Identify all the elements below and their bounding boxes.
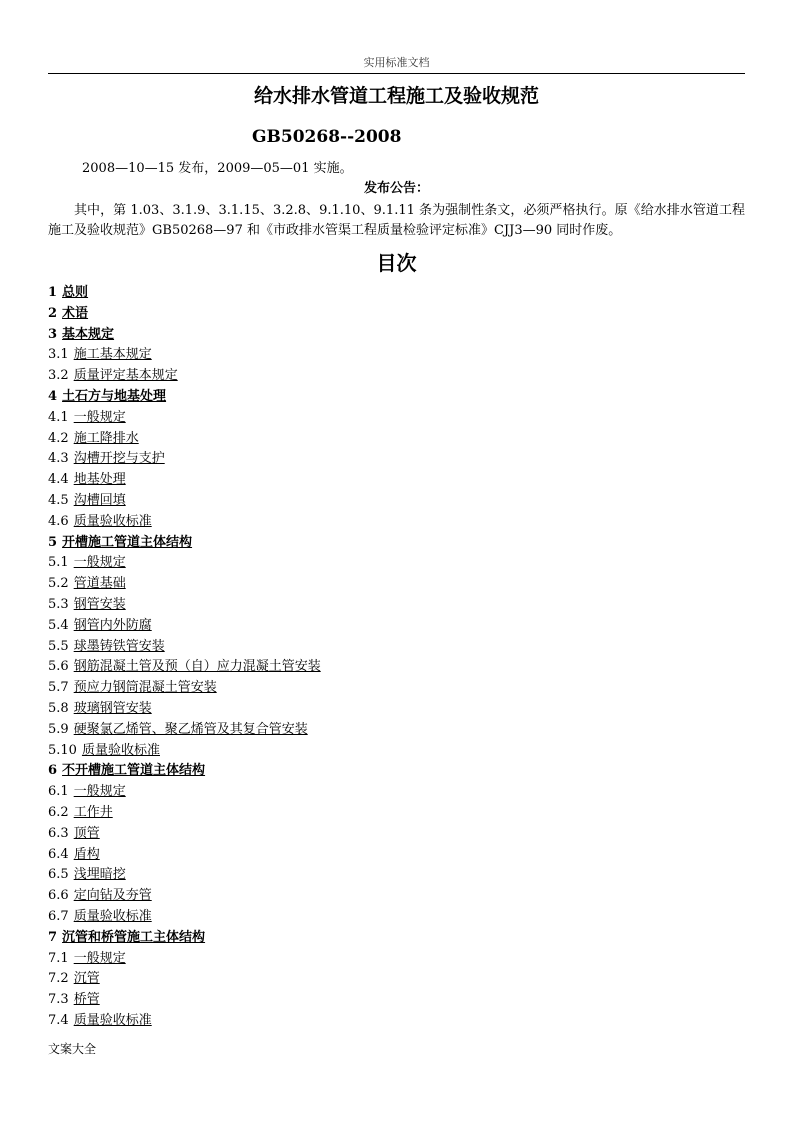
toc-label: 地基处理 (73, 472, 126, 488)
toc-link[interactable] (48, 701, 152, 716)
toc-label: 沉管和桥管施工主体结构 (62, 929, 206, 945)
toc-label: 盾构 (73, 846, 100, 862)
toc-number: 6.5 (48, 867, 69, 883)
toc-link[interactable] (48, 285, 88, 300)
toc-label: 质量评定基本规定 (73, 368, 178, 384)
toc-link[interactable] (48, 971, 100, 986)
toc-label: 沉管 (73, 971, 100, 987)
toc-section-item (48, 678, 321, 699)
toc-number: 2 (48, 305, 58, 321)
toc-link[interactable] (48, 389, 166, 404)
toc-link[interactable] (48, 680, 217, 695)
toc-link[interactable] (48, 805, 113, 820)
toc-link[interactable] (48, 951, 126, 966)
toc-link[interactable] (48, 930, 205, 945)
toc-number: 5 (48, 534, 58, 550)
toc-label: 土石方与地基处理 (62, 388, 167, 404)
toc-link[interactable] (48, 659, 321, 674)
toc-number: 4.6 (48, 513, 69, 529)
toc-label: 术语 (62, 305, 89, 321)
toc-number: 6.2 (48, 804, 69, 820)
toc-link[interactable] (48, 992, 100, 1007)
toc-label: 施工基本规定 (73, 347, 152, 363)
toc-section-item (48, 824, 321, 845)
toc-label: 硬聚氯乙烯管、聚乙烯管及其复合管安装 (73, 721, 308, 737)
toc-chapter-item (48, 325, 321, 346)
toc-label: 预应力钢筒混凝土管安装 (73, 680, 217, 696)
toc-section-item (48, 969, 321, 990)
toc-number: 3 (48, 326, 58, 342)
toc-section-item (48, 553, 321, 574)
standard-code: GB50268--2008 (252, 127, 402, 147)
toc-link[interactable] (48, 1013, 152, 1028)
toc-link[interactable] (48, 639, 165, 654)
toc-chapter-item (48, 928, 321, 949)
toc-section-item (48, 637, 321, 658)
toc-label: 质量验收标准 (73, 513, 152, 529)
toc-label: 总则 (62, 285, 89, 300)
toc-label: 一般规定 (73, 950, 126, 966)
toc-number: 4.4 (48, 472, 69, 488)
toc-number: 5.4 (48, 617, 69, 633)
toc-section-item (48, 595, 321, 616)
toc-label: 玻璃钢管安装 (73, 700, 152, 716)
page-footer: 文案大全 (48, 1042, 97, 1056)
toc-label: 不开槽施工管道主体结构 (62, 763, 206, 779)
toc-link[interactable] (48, 347, 152, 362)
table-of-contents (48, 283, 321, 1032)
toc-link[interactable] (48, 576, 126, 591)
toc-number: 6.4 (48, 846, 69, 862)
toc-number: 3.1 (48, 347, 69, 363)
toc-number: 4.5 (48, 492, 69, 508)
toc-label: 施工降排水 (73, 430, 139, 446)
toc-chapter-item (48, 283, 321, 304)
toc-link[interactable] (48, 784, 126, 799)
toc-label: 浅埋暗挖 (73, 867, 126, 883)
toc-chapter-item (48, 304, 321, 325)
toc-section-item (48, 782, 321, 803)
publish-dates: 2008—10—15 发布，2009—05—01 实施。 (82, 161, 353, 176)
toc-label: 工作井 (73, 804, 113, 820)
toc-number: 7.2 (48, 971, 69, 987)
toc-label: 质量验收标准 (73, 908, 152, 924)
toc-section-item (48, 491, 321, 512)
toc-heading: 目次 (376, 251, 417, 275)
toc-number: 4.2 (48, 430, 69, 446)
toc-number: 5.6 (48, 659, 69, 675)
toc-link[interactable] (48, 743, 160, 758)
toc-link[interactable] (48, 555, 126, 570)
toc-link[interactable] (48, 493, 126, 508)
toc-link[interactable] (48, 535, 192, 550)
toc-section-item (48, 657, 321, 678)
toc-link[interactable] (48, 867, 126, 882)
toc-number: 4.3 (48, 451, 69, 467)
toc-link[interactable] (48, 888, 152, 903)
toc-link[interactable] (48, 431, 139, 446)
toc-label: 质量验收标准 (81, 742, 160, 758)
toc-section-item (48, 907, 321, 928)
toc-label: 沟槽回填 (73, 492, 126, 508)
toc-section-item (48, 720, 321, 741)
toc-link[interactable] (48, 722, 308, 737)
toc-section-item (48, 345, 321, 366)
toc-number: 5.7 (48, 680, 69, 696)
toc-label: 沟槽开挖与支护 (73, 451, 165, 467)
toc-number: 4.1 (48, 409, 69, 425)
toc-number: 7.3 (48, 992, 69, 1008)
toc-number: 5.2 (48, 576, 69, 592)
toc-link[interactable] (48, 410, 126, 425)
toc-link[interactable] (48, 826, 100, 841)
toc-section-item (48, 1011, 321, 1032)
toc-link[interactable] (48, 597, 126, 612)
toc-link[interactable] (48, 618, 152, 633)
toc-link[interactable] (48, 763, 205, 778)
toc-label: 桥管 (73, 992, 100, 1008)
toc-section-item (48, 574, 321, 595)
document-title: 给水排水管道工程施工及验收规范 (253, 85, 539, 107)
toc-number: 5.3 (48, 596, 69, 612)
toc-number: 5.1 (48, 555, 69, 571)
toc-number: 7.4 (48, 1012, 69, 1028)
toc-label: 钢筋混凝土管及预（自）应力混凝土管安装 (73, 659, 321, 675)
toc-section-item (48, 741, 321, 762)
toc-label: 质量验收标准 (73, 1012, 152, 1028)
toc-link[interactable] (48, 909, 152, 924)
toc-label: 管道基础 (73, 576, 126, 592)
toc-link[interactable] (48, 451, 165, 466)
toc-section-item (48, 470, 321, 491)
toc-number: 6 (48, 763, 58, 779)
toc-label: 基本规定 (62, 326, 115, 342)
toc-section-item (48, 803, 321, 824)
header-divider (48, 73, 745, 74)
toc-link[interactable] (48, 368, 178, 383)
toc-section-item (48, 366, 321, 387)
toc-link[interactable] (48, 306, 88, 321)
notice-paragraph: 其中，第 1.03、3.1.9、3.1.15、3.2.8、9.1.10、9.1.11 条为强制性条文，必须严格执行。原《给水排水管道工程施工及验收规范》GB50268—97 和《市政排水管渠工程质量检验评定标准》CJJ3—90 同时作废。 (48, 203, 745, 238)
toc-section-item (48, 845, 321, 866)
toc-number: 5.9 (48, 721, 69, 737)
toc-section-item (48, 449, 321, 470)
toc-link[interactable] (48, 847, 100, 862)
toc-label: 一般规定 (73, 784, 126, 800)
toc-chapter-item (48, 533, 321, 554)
toc-number: 7 (48, 929, 58, 945)
toc-label: 开槽施工管道主体结构 (62, 534, 193, 550)
toc-label: 定向钻及夯管 (73, 888, 152, 904)
page-header: 实用标准文档 (363, 56, 430, 69)
toc-chapter-item (48, 387, 321, 408)
toc-label: 球墨铸铁管安装 (73, 638, 165, 654)
toc-section-item (48, 408, 321, 429)
toc-number: 6.7 (48, 908, 69, 924)
toc-section-item (48, 616, 321, 637)
toc-label: 一般规定 (73, 555, 126, 571)
toc-number: 4 (48, 388, 58, 404)
toc-number: 5.10 (48, 742, 77, 758)
toc-link[interactable] (48, 472, 126, 487)
toc-chapter-item (48, 761, 321, 782)
toc-link[interactable] (48, 514, 152, 529)
toc-section-item (48, 512, 321, 533)
toc-label: 顶管 (73, 825, 100, 841)
toc-number: 6.1 (48, 784, 69, 800)
notice-heading: 发布公告： (363, 181, 429, 196)
toc-section-item (48, 699, 321, 720)
toc-number: 3.2 (48, 368, 69, 384)
toc-section-item (48, 990, 321, 1011)
toc-section-item (48, 949, 321, 970)
toc-label: 钢管内外防腐 (73, 617, 152, 633)
toc-number: 7.1 (48, 950, 69, 966)
toc-section-item (48, 886, 321, 907)
toc-number: 6.6 (48, 888, 69, 904)
toc-number: 6.3 (48, 825, 69, 841)
toc-number: 5.8 (48, 700, 69, 716)
toc-label: 一般规定 (73, 409, 126, 425)
toc-section-item (48, 865, 321, 886)
toc-section-item (48, 429, 321, 450)
toc-number: 1 (48, 285, 58, 300)
toc-number: 5.5 (48, 638, 69, 654)
toc-link[interactable] (48, 327, 114, 342)
toc-label: 钢管安装 (73, 596, 126, 612)
